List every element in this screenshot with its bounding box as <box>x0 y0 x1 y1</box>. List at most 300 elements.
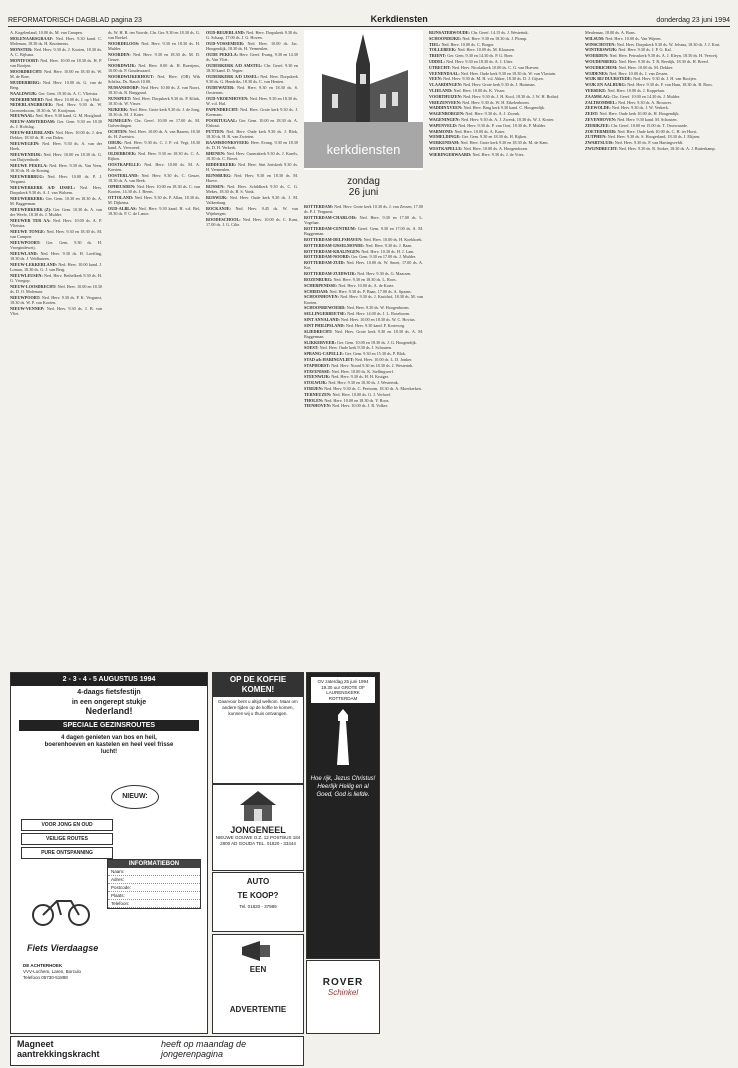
place-name: WESTKAPELLE: <box>429 145 463 151</box>
church-listing <box>429 76 579 81</box>
place-name: RHENEN: <box>206 151 226 156</box>
church-listing <box>304 329 423 339</box>
church-listing <box>10 80 102 90</box>
column-4 <box>304 204 423 666</box>
church-listing <box>429 152 579 157</box>
church-listing <box>10 163 102 173</box>
place-name: ROTTERDAM-IJSSELMONDE: <box>304 242 365 248</box>
auto-phone: Tel. 01820 - 37989 <box>239 904 277 909</box>
service-times: Ned. Herv. 9.30 ds. J. Kruithof, 18.30 ds. M. van Kooten. <box>304 294 423 305</box>
place-name: WAPENVELD: <box>429 122 458 128</box>
place-name: OUD-VOSSEMEER: <box>206 41 245 46</box>
place-name: OUDE PEKELA: <box>206 52 239 57</box>
service-times: Ned. Herv. Grote kerk 9.30 en 18.30 ds. A. M. Baggerman. <box>304 328 423 339</box>
place-name: OUD-VROENHOVEN: <box>206 96 249 101</box>
service-times: Ned. Herv. 9.30 en 18.30 ds. J. Westerink. <box>327 380 399 386</box>
service-times: Ned. Herv. 10.00 ds. W. Snoei, 17.00 ds. A. Kot. <box>304 260 423 271</box>
vacation-ad <box>10 672 208 1034</box>
service-times: Ned. Herv. 10.00 ds. C. Kant, 17.00 ds. J. G. Cilie. <box>206 217 298 228</box>
house-icon <box>238 789 278 823</box>
service-times: Ned. Herv. 10.00 ds. A. de Korte. <box>337 282 395 288</box>
church-listing <box>429 82 579 87</box>
service-times: Ned. Herv. 10.00 ds. A. Kater. <box>453 128 506 134</box>
service-times: Ned. Herv. 10.00 ds. K. Visser. <box>452 87 506 93</box>
service-times: Ned. Herv. 10.00 ds. G. van de Berg. <box>10 79 102 90</box>
church-listing <box>429 88 579 93</box>
church-listing <box>429 134 579 139</box>
service-times: Ned. Herv. 9.30 en 18.30 ds. L. Roos. <box>332 276 397 282</box>
place-name: NOORDELOOS: <box>108 41 140 46</box>
service-times: Ned. Herv. 9.30 en 18.30 ds. W. v.d. Hul. <box>206 96 298 107</box>
vacation-org: DE ACHTERHOEK <box>23 963 63 968</box>
place-name: SCHIEDAM: <box>304 288 329 294</box>
koffie-title: OP DE KOFFIE KOMEN! <box>213 673 303 697</box>
service-times: Ned. Herv. Oude kerk 10.00 ds. H. Hoogendijk. <box>598 111 680 117</box>
church-listing <box>206 206 298 216</box>
service-times: Ned. Herv. 9.30 ds. J. W. Verkerk. <box>610 105 669 111</box>
place-name: NIEUWERKERK A/D IJSSEL: <box>10 185 75 191</box>
service-times: Herv. Evang. 9.30 en 18.30 ds. D. H. Verkerk. <box>206 140 298 151</box>
place-name: SPRANG-CAPELLE: <box>304 351 344 357</box>
vacation-desc: 4 dagen genieten van bos en heil, boerenhoeven en kastelen en heel veel frisse lucht! <box>44 735 174 755</box>
church-listing <box>108 107 200 117</box>
church-listing <box>108 129 200 139</box>
place-name: OUD-ALBLAS: <box>108 206 137 211</box>
church-listing <box>304 283 423 288</box>
church-listing <box>206 162 298 172</box>
service-times: A. Kogelenland, 10.00 ds. M. van Campen. <box>10 30 83 35</box>
place-name: OOSTKAPELLE: <box>108 162 142 167</box>
church-listing <box>10 185 102 195</box>
place-name: NIEUW-BEIJERLAND: <box>10 130 55 136</box>
place-name: RIDDERKERK: <box>206 162 237 167</box>
church-illustration <box>304 30 423 170</box>
place-name: NIEUWERKERK (Z): <box>10 207 52 213</box>
church-listing <box>10 47 102 57</box>
service-times: Ned. Herv. 9.30 en 18.30 ds. C. A. Rijken. <box>108 151 200 162</box>
place-name: NOORDWIJK: <box>108 63 137 68</box>
service-times: Ned. Herv. 10.00 ds. H. Koekkoek. <box>362 237 423 242</box>
church-listing <box>304 398 423 403</box>
place-name: ZAAMSLAG: <box>585 93 611 99</box>
church-listing <box>108 140 200 150</box>
church-listing <box>10 306 102 316</box>
place-name: WADDINXVEEN: <box>429 105 463 111</box>
megaphone-icon <box>238 939 278 963</box>
service-times: Ned. Herv. 9.30 ds. P. Allan, 18.30 ds. M. Dijkema. <box>108 195 200 206</box>
church-listing <box>304 243 423 248</box>
service-times: Ned. Herv. 9.30 ds. H. H. Kruiger. <box>330 374 389 380</box>
church-listing <box>10 119 102 129</box>
place-name: ROTTERDAM: <box>304 204 334 209</box>
church-listing <box>108 173 200 183</box>
service-times: Ned. Herv. 9.30 ds. W. H. Eikelenboom. <box>461 99 530 105</box>
place-name: SCHOONDIJKE: <box>429 35 462 41</box>
place-name: SCHOONHOVEN: <box>304 294 339 300</box>
service-times: Ned. Herv. 10.00 ds. P. J. Vergunst. <box>10 174 102 185</box>
service-times: Ned. Herv. Dorpskerk 9.30 ds. G. Hendriks, 18.30 ds. C. van Henten. <box>206 74 298 85</box>
church-listing <box>10 58 102 68</box>
church-listing <box>206 107 298 117</box>
church-listing <box>108 151 200 161</box>
church-listing <box>585 129 729 134</box>
place-name: VOORTHUIZEN: <box>429 93 463 99</box>
service-times: Ned. Herv. 9.30 ds. M. H. v.d. Akker, 18.30 ds. D. J. Gijsen. <box>442 76 544 82</box>
church-listing <box>304 392 423 397</box>
place-name: ZEVENHOVEN: <box>585 116 617 122</box>
place-name: ROTTERDAM-ZUIDWIJK: <box>304 271 357 277</box>
church-listing <box>108 184 200 194</box>
column-1 <box>10 30 102 666</box>
service-times: Ned. Herv. 10.00 ds. G. J. Verhoef. <box>331 391 392 397</box>
place-name: NEDERLANGBROEK: <box>10 102 54 108</box>
church-listing <box>304 260 423 270</box>
place-name: ROTTERDAM-KRALINGEN: <box>304 248 361 254</box>
service-times: ds. W. H. B. ten Voorde, Chr. Ger. 9.30 en 18.30 ds. G. van Roekel. <box>108 30 200 41</box>
lighthouse-ad <box>306 672 380 959</box>
place-name: SELLINGERBEETSE: <box>304 311 347 317</box>
place-name: NIEUWER TER AA: <box>10 218 51 224</box>
church-listing <box>304 294 423 304</box>
service-times: Ned. Herv. 9.30 ds. P. Baan, 17.00 ds. A. Spaans. <box>328 288 412 294</box>
place-name: WILSUM: <box>585 35 605 41</box>
church-listing <box>304 305 423 310</box>
service-times: Ned. Herv. Dorpskerk 9.30 ds. A. J. van Walsem. <box>10 185 103 196</box>
place-name: OUDEWATER: <box>206 85 235 90</box>
service-times: Ned. Herv. Oude kerk 9.30 ds. J. Blok, 18.30 ds. H. R. van Zwieten. <box>206 129 298 140</box>
service-times: Ned. Herv. Nicolaïkerk 10.00 ds. C. G. van Hoeven. <box>450 64 540 70</box>
church-listing <box>10 69 102 79</box>
church-listing <box>10 130 102 140</box>
service-times: Ned. Herv. 9.30 ds. J. Kooien, 18.30 ds. A. C. Bijlsma. <box>10 46 102 57</box>
place-name: NOORDWIJKERHOUT: <box>108 74 154 79</box>
church-listing <box>10 251 102 261</box>
hero-caption-date: 26 juni <box>348 187 379 198</box>
church-listing <box>429 105 579 110</box>
service-times: Ger. Gem. 9.30 ds. H. Vroegindeweij. <box>10 240 102 251</box>
church-listing <box>10 196 102 206</box>
church-listing <box>585 65 729 70</box>
place-name: STOLWIJK: <box>304 380 328 386</box>
place-name: ROCKANJE: <box>206 206 231 211</box>
service-times: Ned. Herv. Bethelkerk 9.30 ds. H. G. Vroegop. <box>10 273 102 284</box>
place-name: NIEUW-LEKKERLAND: <box>10 262 58 268</box>
place-name: NIJMEGEN: <box>108 118 132 123</box>
church-listing <box>585 105 729 110</box>
place-name: NIEUWEGEIN: <box>10 141 40 147</box>
place-name: ROODESCHOOL: <box>206 217 241 222</box>
service-times: Ned. Herv. 10.00 en 18.30 ds. G. van Duijvenbode. <box>10 152 102 163</box>
place-name: THOLEN: <box>304 397 324 403</box>
church-listing <box>585 76 729 81</box>
service-times: Ned. Herv. 9.30 ds. R. Stoker, 18.30 ds. A. J. Ruiterkamp. <box>617 145 716 151</box>
place-name: NIEUWERKERK: <box>10 196 45 202</box>
service-times: Geref. Gem. 9.30 en 17.00 ds. A. M. Baggerman. <box>304 226 423 237</box>
church-listing <box>206 52 298 62</box>
service-times: Ned. Herv. 10.00 ds. J. Koppelaar. <box>606 87 665 93</box>
church-listing <box>585 146 729 151</box>
church-listing <box>206 140 298 150</box>
service-times: Ned. Herv. 9.30 ds. J. de Vries. <box>471 151 525 157</box>
service-times: Ned. Herv. 9.30 ds. P. K. Vergunst, 18.30 ds. W. P. van Kooten. <box>10 295 102 306</box>
place-name: NIEUWE TONGE: <box>10 229 46 235</box>
auto-ad <box>212 872 304 932</box>
service-times: Ned. Herv. Sint Joriskerk 9.30 ds. H. Vermeulen. <box>206 162 298 173</box>
service-times: Ned. Herv. Schildkerk 9.30 ds. C. G. Mekes, 18.30 ds. B. S. Vonk. <box>206 184 298 195</box>
church-listing <box>429 36 579 41</box>
church-listing <box>10 91 102 96</box>
place-name: ZWARTSLUIS: <box>585 140 614 146</box>
service-times: Ned. Herv. 10.00 ds. J. R. Volker. <box>331 403 389 409</box>
service-times: Ned. Herv. 9.30 en 18.30 ds. M. van Campen. <box>10 229 102 240</box>
coupon-name-field: Naam: <box>108 868 200 876</box>
bicycle-icon <box>31 893 91 927</box>
place-name: ODIJK: <box>108 140 123 145</box>
service-times: Chr. Geref. 9.30 en 18.30 kand. D. Vegter. <box>206 63 298 74</box>
service-times: Ned. Herv. 9.30 ds. J. Baan. <box>364 242 413 248</box>
place-name: ZEEWOLDE: <box>585 105 611 111</box>
church-listing <box>304 340 423 345</box>
place-name: WOUDRICHEM: <box>585 64 618 70</box>
church-listing <box>304 277 423 282</box>
service-times: Ger. Gem. 10.00 en 18.30 ds. A. Elshout. <box>206 118 298 129</box>
service-times: Meulenaar, 18.00 ds. A. Bons. <box>585 30 636 35</box>
service-times: Ned. Herv. 9.30 en 18.30 ds. H. Mulder. <box>108 41 200 52</box>
info-coupon-title: INFORMATIEBON <box>108 860 200 868</box>
place-name: TOLLEBEEK: <box>429 47 457 53</box>
church-listing <box>206 173 298 183</box>
church-listing <box>585 111 729 116</box>
service-times: Ned. Herv. Grote kerk 9.30 en 18.30 ds. M. de Kam. <box>459 140 549 146</box>
service-times: Ned. Herv. Grote kerk 9.30 ds. J. Huisman. <box>462 82 536 88</box>
place-name: NIEUWENDIJK: <box>10 152 42 158</box>
church-listing <box>429 65 579 70</box>
vacation-special: SPECIALE GEZINSROUTES <box>19 720 199 731</box>
place-name: MOLENAARSGRAAF: <box>10 35 54 41</box>
place-name: NAALDWIJK: <box>10 90 38 96</box>
service-times: Ned. Herv. Grote kerk 9.30 ds. J. Koemans. <box>206 107 298 118</box>
church-listing <box>10 36 102 46</box>
place-name: NIEUWERBRUG: <box>10 174 44 180</box>
service-times: Ned. Herv. 10.00 ds. A. P. Vlietstra. <box>10 218 102 229</box>
church-listing <box>429 42 579 47</box>
church-listing <box>429 53 579 58</box>
place-name: NIEUWPOORT: <box>10 240 41 246</box>
church-listing <box>10 30 102 35</box>
magneet-line3: heeft op maandag de jongerenpagina <box>161 1039 247 1059</box>
place-name: NUMANSDORP: <box>108 85 140 90</box>
service-times: Ned. Herv. 10.00 ds. J. van Zessen. <box>608 70 669 76</box>
service-times: Ger. Gem. 19.30 ds. A. C. Vlietstra. <box>37 90 99 96</box>
service-times: Ned. Herv. 9.30 ds. P. van Hartingsveldt. <box>613 140 684 146</box>
place-name: SLIKKERVEER: <box>304 339 336 345</box>
service-times: Ned. Herv. 9.30 ds. J. H. van Rooijen. <box>632 76 697 82</box>
church-listing <box>10 97 102 102</box>
jongeneel-name: JONGENEEL <box>230 825 286 835</box>
church-listing <box>108 206 200 216</box>
service-times: Ned. Herv. Oude kerk 9.30 ds. J. Schouten. <box>318 345 393 351</box>
church-listing <box>10 141 102 151</box>
service-times: Ned. Herv. 9.30 ds. J. B. van Vliet. <box>10 306 102 317</box>
service-times: Ned. Herv. 9.30 ds. Van Veen, 18.30 ds. H. de Koning. <box>10 163 102 174</box>
service-times: Ned. Herv. Dorpskerk 9.30 ds. W. Jelsma, 18.30 ds. J. J. Kort. <box>615 41 721 47</box>
service-times: Ned. Herv. 9.30 ds. T. R. Reedijk, 18.30 ds. H. Breed. <box>617 58 709 64</box>
service-times: Ned. Herv. Oude kerk 9.30 ds. J. M. Valkenburg. <box>206 195 298 206</box>
church-listing <box>304 249 423 254</box>
advertentie-line1: EEN <box>249 965 267 974</box>
service-times: Ned. Herv. 10.00 ds. A. Hoogendoorn. <box>462 145 529 151</box>
service-times: Chr. Geref. 14.15 ds. J. Westerink. <box>469 30 529 35</box>
church-listing <box>304 323 423 328</box>
concert-box: OV zaterdag 25 juni 1994 19.30 uur GROTE OF LAURENSKERK ROTTERDAM <box>311 677 375 703</box>
church-listing <box>10 174 102 184</box>
church-listing <box>304 271 423 276</box>
place-name: OOSTERLAND: <box>108 173 139 178</box>
service-times: Ned. Herv. 8.00 ds. H. Boertjens, 10.00 ds. P. Goudzwaard. <box>108 63 200 74</box>
church-listing <box>108 41 200 51</box>
church-listing <box>304 363 423 368</box>
place-name: WINSCHOTEN: <box>585 41 616 47</box>
service-times: Ned. Herv. 10.00 en 18.30 ds. Y. Roos. <box>323 397 390 403</box>
service-times: Herv. Geref. Evang. 9.30 en 14.30 ds. Van Vliet. <box>206 52 298 63</box>
place-name: OCHTEN: <box>108 129 128 134</box>
place-name: WIJK BIJ DUURSTEDE: <box>585 76 633 82</box>
header-left: REFORMATORISCH DAGBLAD pagina 23 <box>8 17 142 24</box>
place-name: OPHEUSDEN: <box>108 184 136 189</box>
place-name: WIERINGERWAARD: <box>429 151 472 157</box>
place-name: WIJK EN AALBURG: <box>585 82 627 88</box>
church-listing <box>585 100 729 105</box>
church-listing <box>585 82 729 87</box>
church-listing <box>585 36 729 41</box>
rover-dealer: Schinkel <box>327 988 359 997</box>
church-listing <box>206 74 298 84</box>
church-listing <box>429 59 579 64</box>
vacation-phone: Telefoon 05730-51898 <box>23 975 68 980</box>
magneet-banner <box>10 1036 304 1066</box>
church-listing <box>206 184 298 194</box>
service-times: Ned. Herv. 10.00 kand. J. Loman, 18.30 ds. G. J. van Berg. <box>10 262 102 273</box>
service-times: Ned. Herv. 9.30 kand. P. Korteweg. <box>344 322 406 328</box>
place-name: OUDERKERK A/D AMSTEL: <box>206 63 263 68</box>
place-name: PUTTEN: <box>206 129 225 134</box>
column-6 <box>585 30 729 1062</box>
hero-caption-day: zondag <box>347 176 380 187</box>
place-name: SINT ANNALAND: <box>304 316 340 322</box>
church-listing <box>585 94 729 99</box>
church-listing <box>108 30 200 40</box>
church-listing <box>206 118 298 128</box>
church-listing <box>10 152 102 162</box>
service-times: Ned. Herv. 9.30 ds. A. Brouwer. <box>616 99 672 105</box>
service-times: Ned. Herv. 10.00 en 18.30 ds. H. P. van Rooijen. <box>10 57 102 68</box>
service-times: Ned. Herv. 10.00 ds. Jac. Hoogendijk, 18.30 ds. H. Vermeulen. <box>206 41 298 52</box>
place-name: STAPHORST: <box>304 362 331 368</box>
service-times: Ned. Herv. 9.30 ds. C. Peetoom, 18.30 ds. A. Moerkerken. <box>323 385 422 391</box>
service-times: Ned. Herv. 9.30 ds. H. Loeffing, 18.30 ds. J. Veldhuizen. <box>10 251 102 262</box>
church-listing <box>304 403 423 408</box>
coupon-city-field: Plaats: <box>108 892 200 900</box>
place-name: ROTTERDAM-NOORD: <box>304 254 351 260</box>
church-listing <box>108 195 200 205</box>
magneet-line1: Magneet <box>17 1039 54 1049</box>
church-listing <box>429 146 579 151</box>
service-times: Ned. Herv. 9.30 ds. P. van Oort, 18.30 ds. P. Mulder. <box>457 122 546 128</box>
page-header <box>8 8 730 27</box>
church-listing <box>108 118 200 128</box>
place-name: SINT PHILIPSLAND: <box>304 322 345 328</box>
service-times: Ger. Gem. 9.30 en 18.30 ds. J. Holtslag. <box>10 119 102 130</box>
church-listing <box>108 96 200 106</box>
church-listing <box>10 273 102 283</box>
church-listing <box>429 117 579 122</box>
vacation-ribbon-3: PURE ONTSPANNING <box>21 847 113 859</box>
place-name: WERKENDAM: <box>429 140 460 146</box>
service-times: Ned. Herv. 9.30 ds. W. Hoogenboom. <box>345 305 410 311</box>
church-listing <box>585 88 729 93</box>
column-3 <box>206 30 298 666</box>
lighthouse-text: Hoe rijk, Jezus Christus! Heerlijk Heilig en al Goed, God is liefde. <box>310 776 376 798</box>
place-name: NIJKERK: <box>108 107 129 112</box>
place-name: OUD-BEIJERLAND: <box>206 30 246 35</box>
church-listing <box>304 226 423 236</box>
hero-caption <box>304 176 423 198</box>
place-name: NUNSPEET: <box>108 96 132 101</box>
church-listing <box>429 100 579 105</box>
service-times: Ned. Herv. 9.30 ds. C. J. P. vd. Vegt, 18.30 kand. A. Verwoerd. <box>108 140 200 151</box>
church-listing <box>10 284 102 294</box>
vacation-dates: 2 - 3 - 4 - 5 AUGUSTUS 1994 <box>11 673 207 686</box>
place-name: OUDERKERK A/D IJSSEL: <box>206 74 259 79</box>
service-times: Ned. Herv. 9.45 ds. W. van Wijnbergen. <box>206 206 298 217</box>
place-name: RIJNSATERWOUDE: <box>429 30 470 35</box>
church-listing <box>429 129 579 134</box>
place-name: PAPENDRECHT: <box>206 107 239 112</box>
service-times: Ned. Herv. 10.00 ds. J. den Dekker, 18.30 ds. H. van Dalen. <box>10 130 102 141</box>
service-times: Ned. Herv. Grote kerk 9.30 ds. J. de Jong, 18.30 ds. M. J. Kater. <box>108 107 200 118</box>
koffie-body: Daarvoor bent u altijd welkom. Maar om andere tijden op de koffie te komen, kunnen wij u thuis ontvangen. <box>218 699 298 716</box>
auto-line1: AUTO <box>246 877 270 886</box>
service-times: Ned. Herv. 9.30 en 18.30 ds. M. Hoeve. <box>206 173 298 184</box>
place-name: NIEUWLEUSEN: <box>10 273 43 279</box>
church-listing <box>206 129 298 139</box>
church-listing <box>585 30 729 35</box>
church-listing <box>585 134 729 139</box>
church-listing <box>10 229 102 239</box>
church-listing <box>206 217 298 227</box>
church-listing <box>206 85 298 95</box>
service-times: Ger. Gem. 10.30 ds. A. van der Weele, 18.30 ds. J. Mulder. <box>10 207 102 218</box>
place-name: NIEUW-VENNEP: <box>10 306 45 312</box>
place-name: NIEUWPOORT: <box>10 295 41 301</box>
church-listing <box>108 162 200 172</box>
church-listing <box>10 240 102 250</box>
service-times: Ned. Herv. Noord 9.30 en 18.30 ds. J. Westerink. <box>330 362 414 368</box>
service-times: Ned. Herv. Dorpskerk 9.30 ds. P. Klink, 18.30 ds. W. Visser. <box>108 96 200 107</box>
place-name: YERSEKE: <box>585 87 607 93</box>
column-5 <box>429 30 579 1062</box>
place-name: WINTERSWIJK: <box>585 47 618 53</box>
place-name: SCHOONREWOERD: <box>304 305 346 311</box>
church-listing <box>108 52 200 62</box>
church-listing <box>304 254 423 259</box>
service-times: Ned. Herv. 9.30 en 18.30 ds. M. D. Geuze. <box>108 52 200 63</box>
service-times: Ned. Herv. Dorpskerk 9.30 ds. G. Schaap, 17.00 ds. J. G. Hoven. <box>206 30 298 41</box>
service-times: Chr. Geref. 10.00 en 17.00 ds. M. Golverdingen. <box>108 118 200 129</box>
church-listing <box>206 151 298 161</box>
church-listing <box>429 30 579 35</box>
place-name: WOUDENBERG: <box>585 58 618 64</box>
